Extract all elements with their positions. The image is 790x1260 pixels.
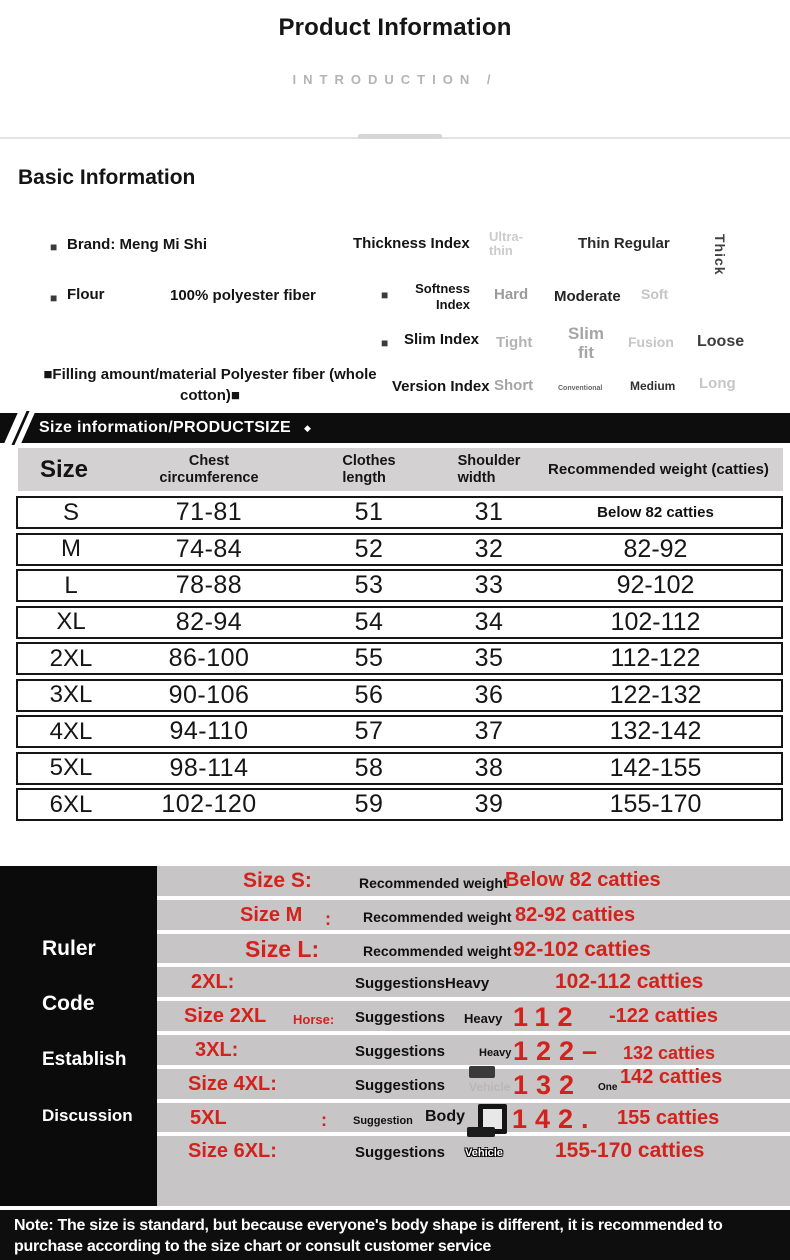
rec-mid-text: Recommended weight (363, 908, 512, 925)
rec-weight-digits: 142. (512, 1103, 597, 1134)
cell-length: 55 (354, 644, 384, 672)
cell-size: L (64, 571, 78, 599)
cell-chest: 102-120 (161, 790, 257, 818)
table-row-xl (16, 606, 783, 639)
banner-title: Size information/PRODUCTSIZE (39, 419, 291, 436)
rec-mid-small: Vehicle (469, 1079, 511, 1094)
table-row-3xl (16, 679, 783, 712)
rec-mid-small: Heavy (464, 1011, 503, 1027)
rec-size-label: Size L: (245, 935, 320, 962)
rec-mid-text: Suggestions (355, 1144, 446, 1162)
cell-length: 58 (354, 753, 384, 782)
bullet-square-icon: ■ (381, 336, 389, 350)
cell-chest: 82-94 (175, 607, 243, 636)
cell-length: 57 (354, 717, 384, 745)
cell-weight: 155-170 (609, 790, 702, 818)
sidebar-item-ruler: Ruler (42, 937, 96, 960)
option-thick: Thick (712, 234, 728, 276)
cell-size: 4XL (49, 717, 93, 745)
brand-text: Brand: Meng Mi Shi (67, 236, 207, 253)
size-information-banner (0, 413, 790, 443)
header-line: Clothes (342, 452, 396, 469)
cell-shoulder: 33 (474, 571, 504, 599)
header-line: Shoulder (457, 452, 521, 469)
rec-size-label: 5XL (190, 1106, 227, 1129)
cell-size: XL (56, 608, 86, 635)
rec-weight-value: 142 catties (620, 1065, 723, 1088)
rec-weight-value: 92-102 catties (513, 937, 651, 961)
page-title: Product Information (278, 14, 512, 41)
diamond-icon: ◆ (304, 423, 311, 433)
cell-shoulder: 32 (474, 534, 504, 563)
table-row-m (16, 533, 783, 566)
rec-row-2xl (157, 967, 790, 1001)
material-value: 100% polyester fiber (170, 287, 316, 304)
rec-mid-text: SuggestionsHeavy (355, 975, 490, 993)
option-ultra-thin: Ultra-thin (489, 229, 523, 259)
rec-size-label: Size 6XL: (188, 1140, 277, 1163)
cell-size: M (61, 535, 81, 562)
option-long: Long (699, 375, 736, 392)
intro-subtitle: INTRODUCTION / (292, 72, 498, 87)
cell-size: 2XL (49, 644, 93, 672)
rec-mid-text: Suggestions (355, 1076, 446, 1094)
sidebar-item-establish: Establish (42, 1049, 127, 1070)
cell-chest: 71-81 (175, 498, 243, 526)
rec-mid-small: Heavy (479, 1046, 512, 1059)
cell-shoulder: 36 (474, 680, 504, 709)
size-table-body (16, 496, 783, 825)
footer-note: Note: The size is standard, but because everyone's body shape is different, it is recommended to purchase according to the size chart or consult customer service (0, 1210, 790, 1260)
rec-size-label: Size M (240, 903, 303, 926)
option-moderate: Moderate (554, 288, 621, 305)
cell-weight: Below 82 catties (597, 504, 714, 521)
column-header-length (294, 453, 444, 486)
cell-weight: 142-155 (609, 753, 702, 782)
cell-size: 6XL (49, 790, 93, 818)
rec-label-small: Horse: (293, 1012, 335, 1028)
cell-shoulder: 39 (474, 790, 504, 818)
rec-size-label: Size S: (243, 869, 312, 892)
cell-length: 51 (354, 498, 384, 526)
column-header-size: Size (40, 455, 89, 483)
rec-row-l (157, 934, 790, 968)
cell-size: 3XL (49, 681, 93, 708)
option-short: Short (494, 377, 534, 394)
rec-row-m (157, 900, 790, 934)
option-medium: Medium (630, 379, 676, 393)
rec-size-label: Size 4XL: (188, 1072, 277, 1095)
sidebar-item-discussion: Discussion (42, 1106, 133, 1125)
rec-mid-text: Body (425, 1107, 465, 1125)
column-header-shoulder (444, 453, 534, 486)
rec-weight-value: 102-112 catties (555, 970, 704, 994)
cell-weight: 132-142 (609, 717, 702, 745)
rec-size-label: Size 2XL (184, 1005, 267, 1028)
cell-length: 52 (354, 534, 384, 563)
cell-chest: 78-88 (175, 571, 243, 599)
rec-mid-text: Suggestions (355, 1042, 446, 1060)
cell-size: S (62, 498, 79, 526)
rec-row-size-2xl (157, 1001, 790, 1035)
colon-mark: : (321, 1109, 327, 1130)
cell-length: 53 (354, 571, 384, 599)
thickness-index-label: Thickness Index (353, 235, 470, 252)
rec-mid-small: Vehicle (465, 1147, 503, 1160)
rec-mid-text: Recommended weight (359, 875, 508, 891)
option-hard: Hard (494, 286, 529, 303)
rec-weight-value: 132 catties (623, 1042, 716, 1063)
cell-weight: 102-112 (610, 607, 701, 636)
cell-shoulder: 38 (474, 753, 504, 782)
rec-weight-digits: 132 (513, 1069, 583, 1100)
rec-weight-digits: 122– (513, 1035, 606, 1066)
table-row-6xl (16, 788, 783, 821)
cell-weight: 122-132 (609, 680, 702, 709)
option-fusion: Fusion (628, 334, 674, 350)
rec-size-label: 2XL: (191, 971, 235, 994)
cell-length: 54 (354, 607, 384, 636)
rec-mid-text: Suggestions (355, 1009, 446, 1027)
recommendation-section (0, 866, 790, 1206)
cell-shoulder: 37 (474, 717, 504, 745)
option-slim-fit: Slim fit (568, 324, 604, 362)
filling-material-text: ■Filling amount/material Polyester fiber (whole cotton)■ (43, 366, 377, 404)
rec-weight-value: 82-92 catties (515, 903, 636, 926)
option-conventional: Conventional (558, 385, 603, 392)
table-row-2xl (16, 642, 783, 675)
cell-weight: 82-92 (623, 534, 688, 563)
cell-weight: 112-122 (610, 644, 701, 672)
option-soft: Soft (641, 286, 669, 302)
bullet-square-icon: ■ (381, 288, 389, 302)
column-header-chest (124, 453, 294, 486)
rec-weight-value: Below 82 catties (505, 869, 661, 891)
colon-mark: : (325, 908, 331, 929)
cell-shoulder: 34 (474, 607, 504, 636)
cell-shoulder: 35 (474, 644, 504, 672)
bullet-square-icon: ■ (50, 240, 58, 254)
material-label: Flour (67, 286, 105, 303)
rec-size-label: 3XL: (195, 1038, 239, 1061)
cell-chest: 86-100 (168, 644, 250, 672)
rec-mid-small: Suggestion (353, 1114, 413, 1127)
rec-tiny-text: One (598, 1081, 618, 1093)
option-tight: Tight (496, 334, 533, 351)
cell-size: 5XL (49, 754, 93, 781)
cell-chest: 74-84 (175, 534, 243, 563)
header-line: circumference (159, 469, 259, 486)
cell-chest: 98-114 (169, 753, 249, 782)
divider-segment (358, 134, 442, 139)
cell-chest: 94-110 (169, 717, 249, 745)
rec-row-3xl (157, 1035, 790, 1069)
size-table-header (18, 448, 783, 491)
table-row-4xl (16, 715, 783, 748)
sidebar-item-code: Code (42, 992, 95, 1015)
cell-weight: 92-102 (616, 571, 695, 599)
cell-shoulder: 31 (474, 498, 504, 526)
header-line: Chest (188, 452, 230, 469)
sidebar-black-panel (0, 866, 157, 1206)
rec-weight-value: -122 catties (609, 1005, 718, 1028)
artifact-blob (469, 1066, 495, 1078)
header-line: width (457, 469, 496, 486)
artifact-blob (467, 1127, 495, 1137)
cell-length: 56 (354, 680, 384, 709)
header-line: length (342, 469, 386, 486)
version-index-label: Version Index (392, 378, 490, 395)
table-row-s (16, 496, 783, 529)
rec-weight-value: 155 catties (617, 1106, 720, 1129)
rec-mid-text: Recommended weight (363, 942, 512, 959)
cell-length: 59 (354, 790, 384, 818)
softness-index-label: Softness Index (415, 281, 470, 312)
slim-index-label: Slim Index (404, 331, 480, 348)
rec-row-6xl (157, 1136, 790, 1170)
recommendation-rows (157, 866, 790, 1206)
rec-weight-digits: 112 (513, 1002, 581, 1033)
table-row-5xl (16, 752, 783, 785)
option-loose: Loose (697, 333, 745, 350)
option-thin-regular: Thin Regular (578, 235, 670, 252)
rec-row-s (157, 866, 790, 900)
cell-chest: 90-106 (168, 680, 250, 709)
basic-information-heading: Basic Information (18, 166, 196, 189)
table-row-l (16, 569, 783, 602)
bullet-square-icon: ■ (50, 291, 58, 305)
rec-row-4xl (157, 1065, 790, 1103)
rec-weight-value: 155-170 catties (555, 1139, 705, 1163)
column-header-weight: Recommended weight (catties) (548, 460, 769, 478)
